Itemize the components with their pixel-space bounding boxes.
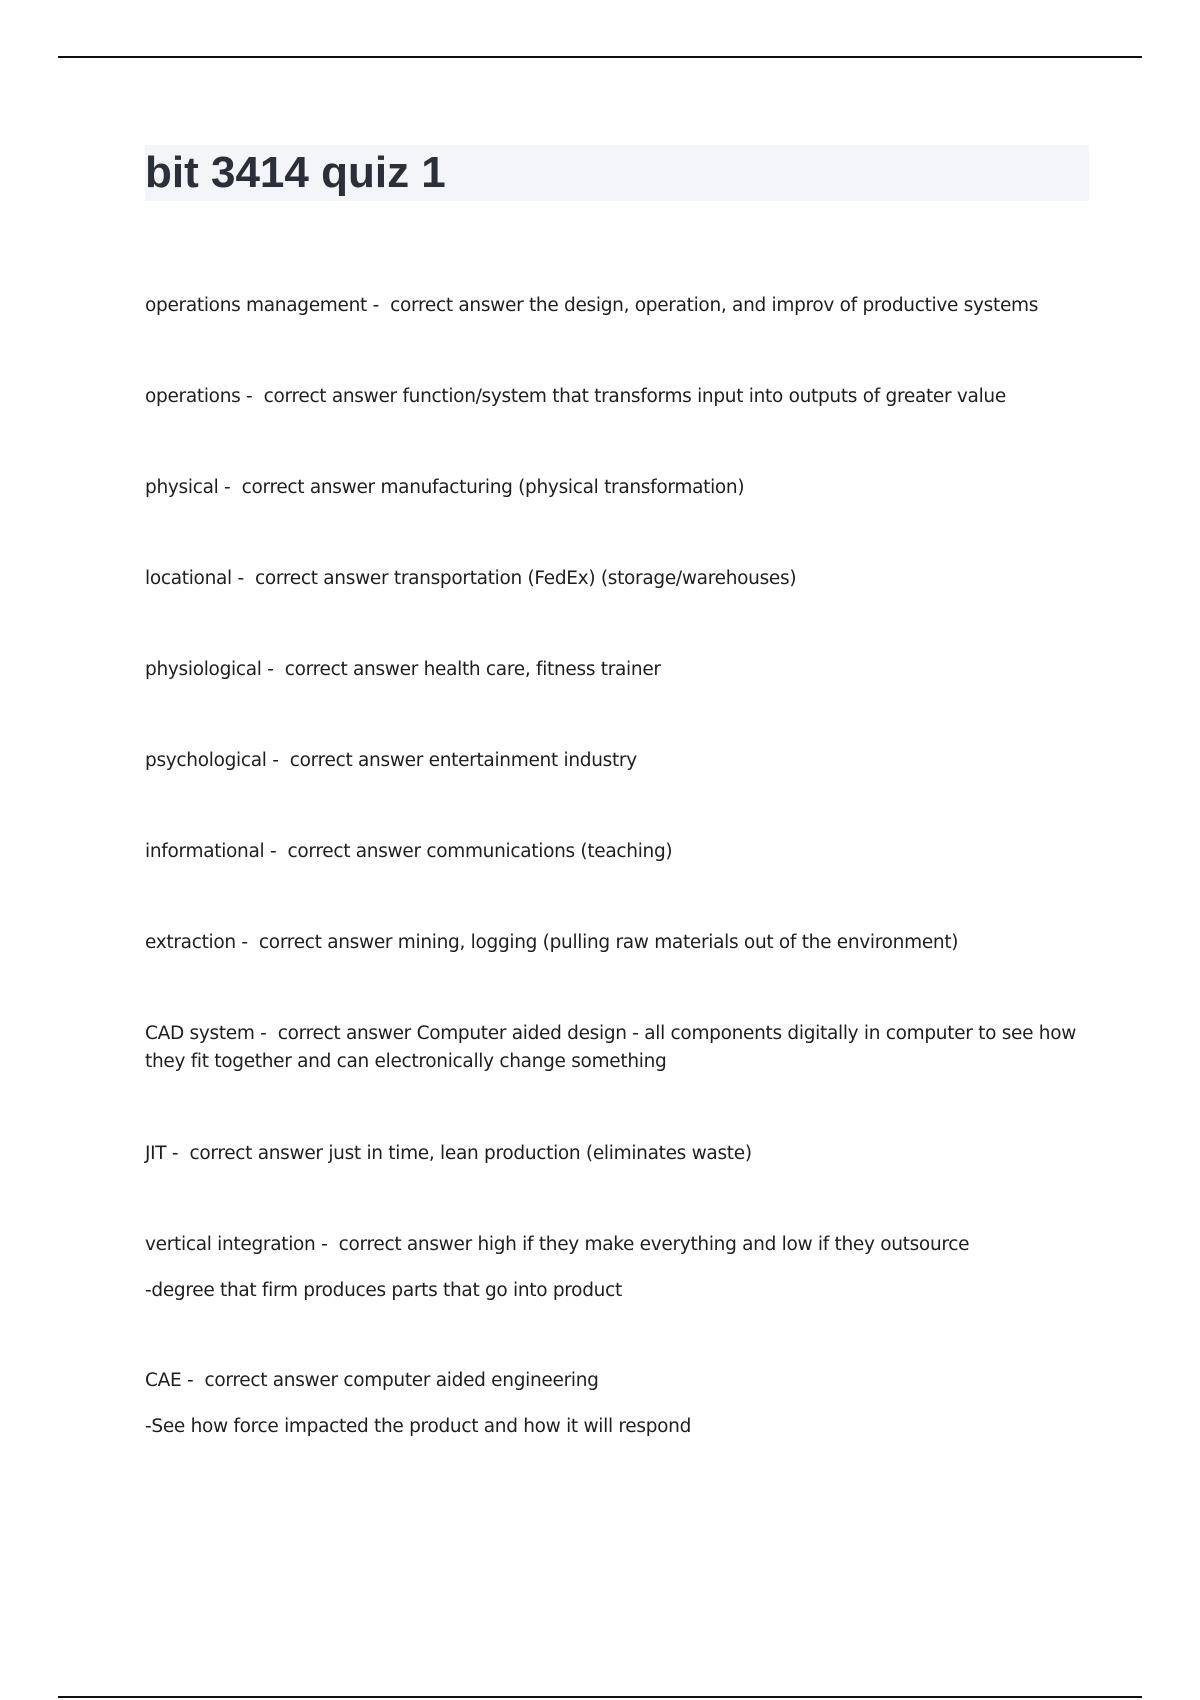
qa-term: informational [145,841,265,862]
qa-term: vertical integration [145,1234,316,1255]
qa-separator: - correct answer [231,568,394,589]
qa-item-cad-system [145,1020,1085,1076]
page-title: bit 3414 quiz 1 [145,148,446,197]
qa-item-jit [145,1140,1085,1168]
qa-answer: the design, operation, and improv of productive systems [528,295,1039,316]
qa-item-locational [145,565,1085,593]
qa-separator: - correct answer [240,386,403,407]
qa-term: psychological [145,750,267,771]
qa-separator: - correct answer [218,477,381,498]
qa-separator: - correct answer [235,932,398,953]
qa-separator: - correct answer [366,295,529,316]
qa-item-vertical-integration [145,1231,1085,1305]
qa-answer: mining, logging (pulling raw materials out of the environment) [397,932,959,953]
qa-note: -degree that firm produces parts that go into product [145,1280,622,1301]
qa-separator: - correct answer [261,659,424,680]
qa-term: physiological [145,659,262,680]
qa-separator: - correct answer [181,1370,344,1391]
qa-answer: function/system that transforms input into outputs of greater value [402,386,1006,407]
qa-answer: manufacturing (physical transformation) [380,477,745,498]
qa-answer: just in time, lean production (eliminates waste) [328,1143,752,1164]
qa-item-psychological [145,747,1085,775]
qa-list [145,0,1085,1700]
qa-item-cae [145,1367,1085,1441]
qa-answer: computer aided engineering [343,1370,599,1391]
qa-term: JIT [145,1143,167,1164]
qa-term: extraction [145,932,236,953]
qa-item-physical [145,474,1085,502]
qa-answer: transportation (FedEx) (storage/warehouses) [393,568,797,589]
qa-separator: - correct answer [266,750,429,771]
qa-separator: - correct answer [315,1234,478,1255]
qa-answer: high if they make everything and low if they outsource [477,1234,970,1255]
bottom-rule [58,1696,1142,1698]
qa-note: -See how force impacted the product and how it will respond [145,1416,692,1437]
qa-answer: communications (teaching) [426,841,673,862]
qa-separator: - correct answer [264,841,427,862]
qa-item-extraction [145,929,1085,957]
qa-term: CAE [145,1370,182,1391]
qa-answer: Computer aided design - all components digitally in computer to see how they fit together and can electronically change something [145,1023,1077,1072]
qa-item-operations-management [145,292,1085,320]
qa-term: locational [145,568,232,589]
qa-item-informational [145,838,1085,866]
qa-separator: - correct answer [254,1023,417,1044]
qa-item-physiological [145,656,1085,684]
qa-answer: entertainment industry [428,750,637,771]
qa-term: operations management [145,295,367,316]
qa-item-operations [145,383,1085,411]
qa-answer: health care, fitness trainer [423,659,661,680]
qa-separator: - correct answer [166,1143,329,1164]
qa-term: CAD system [145,1023,255,1044]
qa-term: physical [145,477,219,498]
qa-term: operations [145,386,241,407]
